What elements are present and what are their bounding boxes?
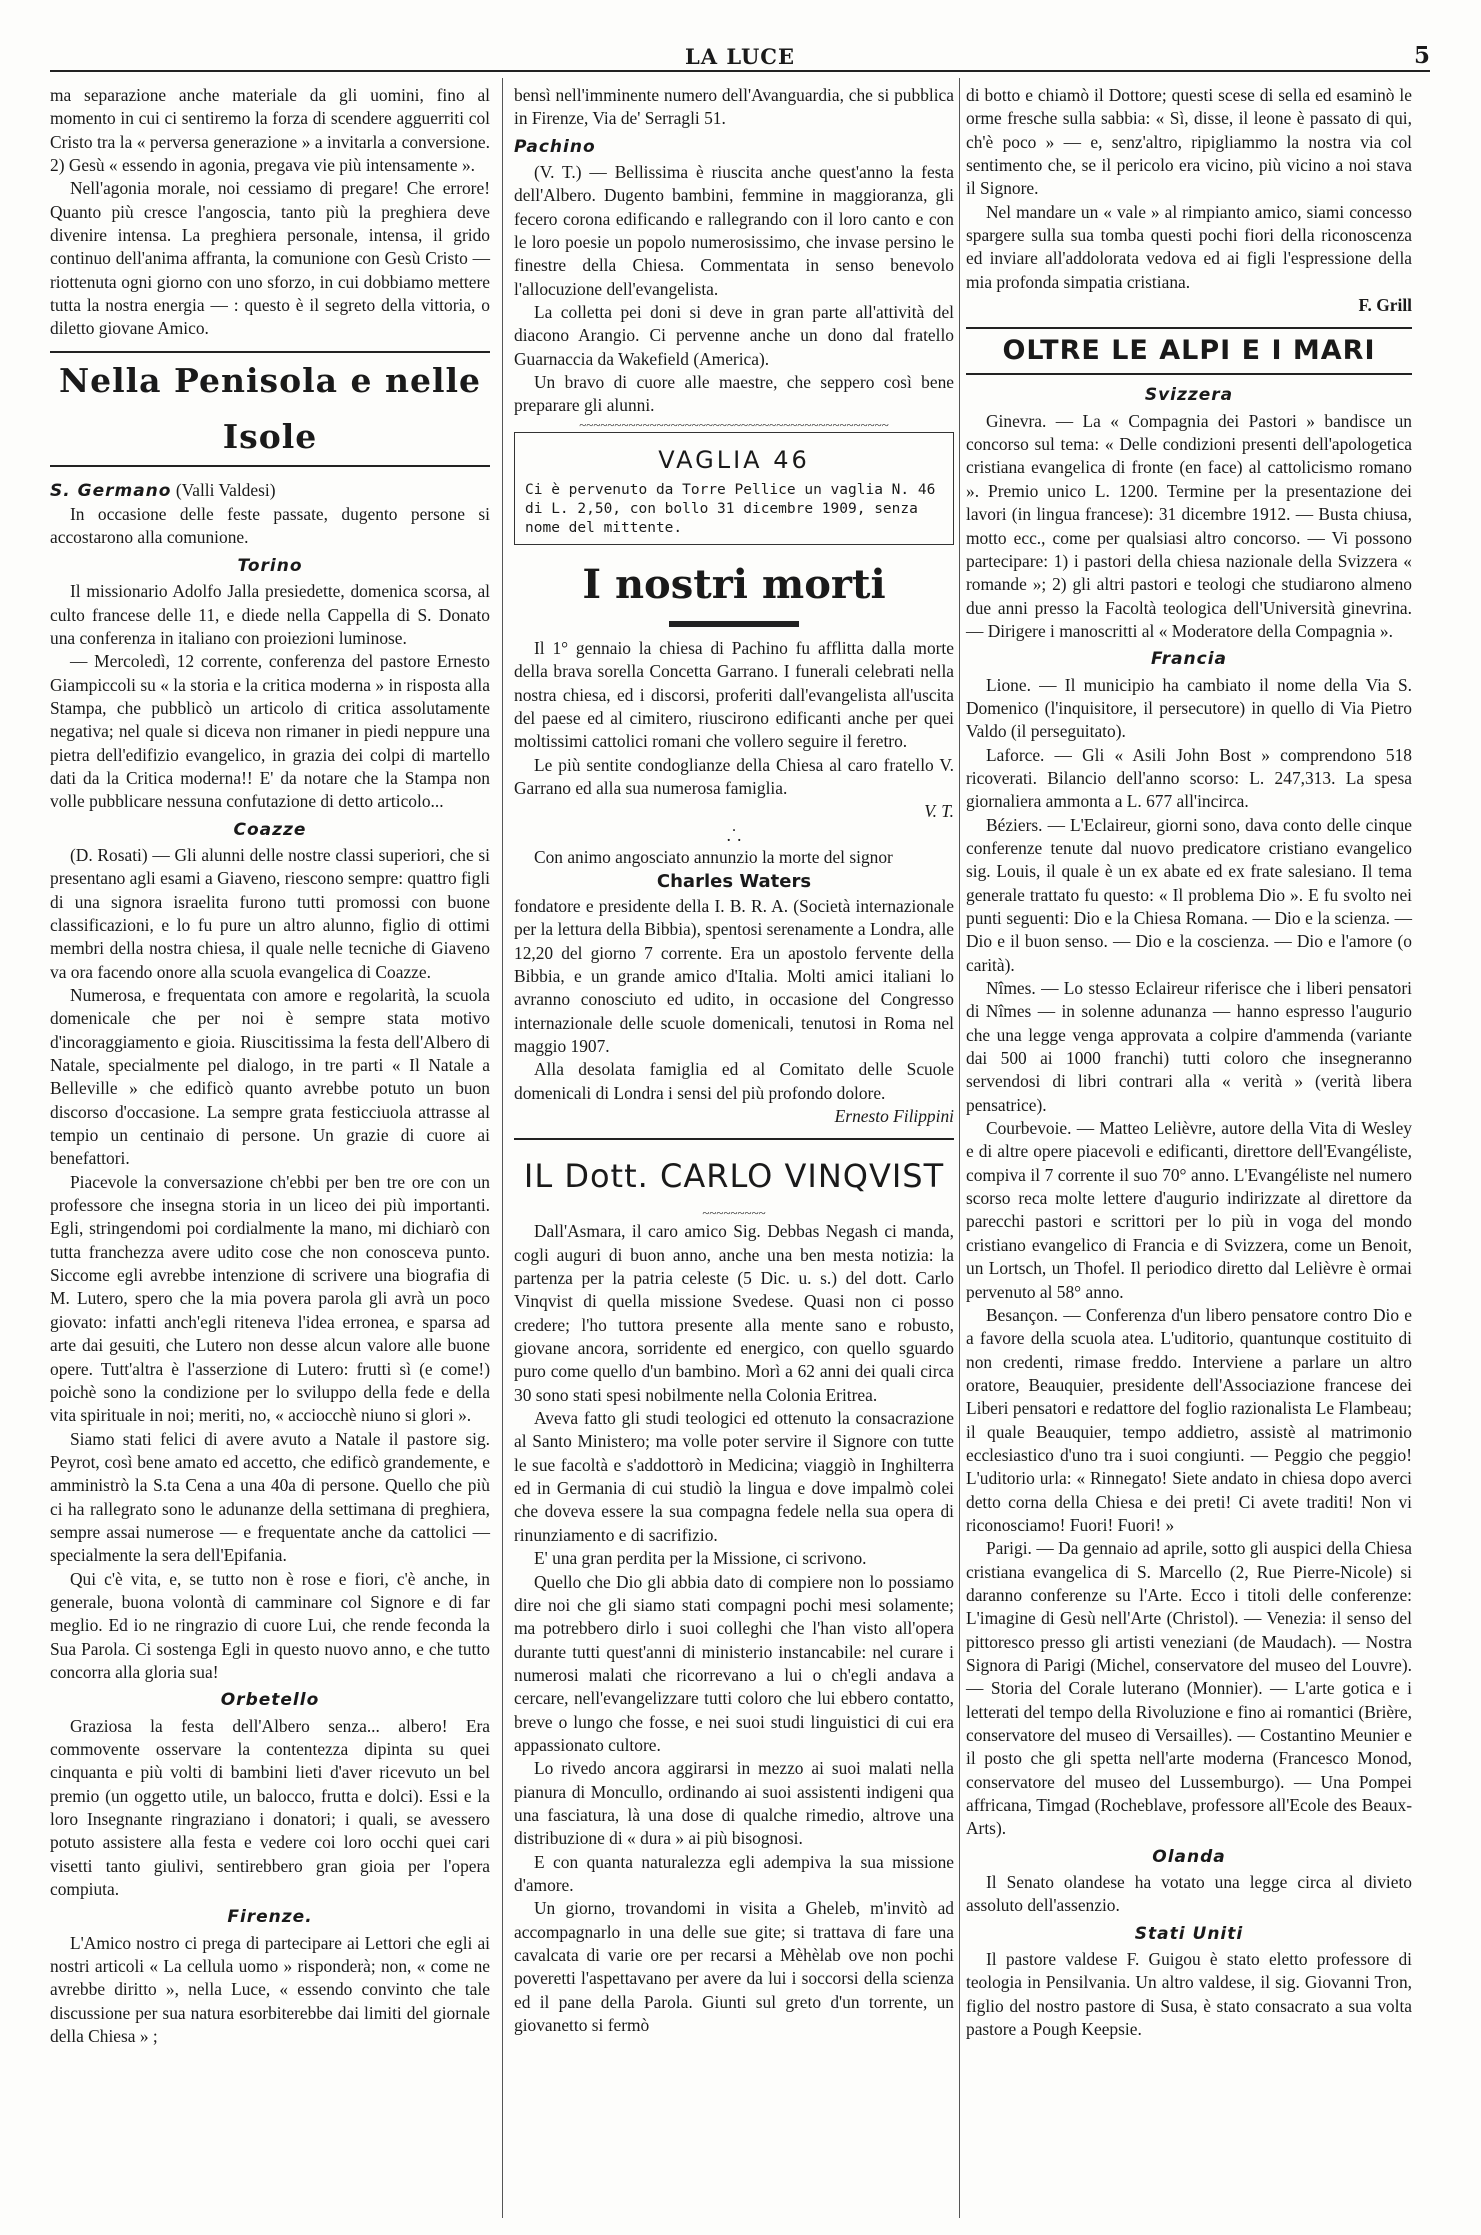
section-title-penisola: Nella Penisola e nelle Isole [50,351,490,467]
paragraph: La colletta pei doni si deve in gran parte all'attività del diacono Arangio. Ci pervenne anche un dono dal fratello Guarnaccia da Wakefield (America). [514,302,954,369]
wavy-divider: ~~~~~~~~~~~~~~~~~~~~~~~~~~~~~~~~~~~~~~~~~~~~ [579,416,889,432]
paragraph: Un giorno, trovandomi in visita a Gheleb, m'invitò ad accompagnarlo in una delle sue gite; si trattava di fare una cavalcata di varie ore per recarsi a Mèhèlab ove non pochi poveretti l'aspettavano per avere da lui i soccorsi della scienza ed il pane della Parola. Giunti sul greto d'un torrente, un giovanetto si fermò [514,1898,954,2036]
paragraph: Piacevole la conversazione ch'ebbi per ben tre ore con un professore che insegna storia in un liceo dei più importanti. Egli, stringendomi poi cordialmente la mano, mi dichiarò con tutta franchezza avere udito cose che non conosceva punto. Siccome egli avrebbe intenzione di scrivere una biografia di M. Lutero, spero che la mia povera parola gli avrà un poco giovato: infatti anch'egli riteneva l'idea erronea, e sparsa ad arte dai gesuiti, che Lutero non desse alcun valore alle buone opere. Tutt'altra è l'asserzione di Lutero: frutti sì (e come!) poichè sono la condizione per lo sviluppo della fede e della vita spirituale in noi; meriti, no, « acciocchè niuno si glori ». [50,1171,490,1426]
paragraph: L'Amico nostro ci prega di partecipare ai Lettori che egli ai nostri articoli « La cellula uomo » risponderà; non, « come ne avrebbe diritto », nella Luce, « essendo convinto che tale discussione per sua natura esorbiterebbe dai limiti del giornale della Chiesa » ; [50,1932,490,2047]
column-1 [50,84,490,2048]
section-title-morti: I nostri morti [582,560,886,608]
paragraph: Il pastore valdese F. Guigou è stato eletto professore di teologia in Pensilvania. Un altro valdese, il sig. Giovanni Tron, figlio del nostro pastore di Susa, è stato consacrato a sua volta pastore a Pough Keepsie. [966,1949,1412,2040]
paragraph: Dall'Asmara, il caro amico Sig. Debbas Negash ci manda, cogli auguri di buon anno, anche una ben mesta notizia: la partenza per la patria celeste (5 Dic. u. s.) del dott. Carlo Vinqvist di quella missione Svedese. Quasi non ci posso credere; l'ho tuttora presente alla mente sano e robusto, giovane ancora, sorridente ed energico, con quello sguardo puro come quello d'un bambino. Morì a 62 anni dei quali circa 30 sono stati spesi nobilmente nella Colonia Eritrea. [514,1221,954,1405]
paragraph: Nel mandare un « vale » al rimpianto amico, siami concesso spargere sulla sua tomba questi pochi fiori della riconoscenza ed inviare all'addolorata vedova ed ai figli l'espressione della mia profonda simpatia cristiana. [966,201,1412,292]
paragraph: Ginevra. — La « Compagnia dei Pastori » bandisce un concorso sul tema: « Delle condizioni presenti dell'apologetica cristiana evangelica di fronte (en face) al cattolicismo romano ». Premio unico L. 1200. Termine per la presentazione dei lavori (in lingua francese): 31 dicembre 1912. — Busta chiusa, motto ecc., come per qualsiasi altro concorso. — Vi possono partecipare: 1) i pastori della chiesa nazionale della Svizzera « romande »; 2) gli altri pastori e teologi che studiarono almeno due anni presso la Facoltà teologica dell'Università ginevrina. — Dirigere i manoscritti al « Moderatore della Compagnia ». [966,410,1412,641]
country-heading: Francia [1150,649,1228,670]
paragraph: Siamo stati felici di avere avuto a Natale il pastore sig. Peyrot, così bene amato ed accetto, che edificò grandemente, e amministrò la S.ta Cena a una 40a di persone. Quello che più ci ha rallegrato sono le adunanze della settimana di preghiera, sempre assai numerose — e frequentate anche da cattolici — specialmente la sera dell'Epifania. [50,1428,490,1566]
location-heading: Coazze [233,819,307,840]
paragraph: Laforce. — Gli « Asili John Bost » comprendono 518 ricoverati. Bilancio dell'anno scorso: L. 247,313. La spesa giornaliera ammonta a L. 677 all'incirca. [966,744,1412,812]
paragraph: Il 1° gennaio la chiesa di Pachino fu afflitta dalla morte della brava sorella Concetta Garrano. I funerali celebrati nella nostra chiesa, ed i discorsi, proferiti dall'evangelista all'uscita del paese ed al cimitero, riuscirono edificanti anche per quei moltissimi cattolici romani che vollero seguire il feretro. [514,637,954,752]
paragraph: Besançon. — Conferenza d'un libero pensatore contro Dio e a favore della scuola atea. L'uditorio, quantunque costituito di non credenti, rimase freddo. Interviene a parlare un altro oratore, Beauquier, presidente dell'Associazione francese dei Liberi pensatori e redattore del foglio razionalista Le Flambeau; il quale Beauquier, tempo addietro, assistè al matrimonio ecclesiastico d'uno tra i suoi congiunti. — Peggio che peggio! L'uditorio urla: « Rinnegato! Siete andato in chiesa dopo averci detto corna della Chiesa e dei preti! Ci avete traditi! Non vi riconosciamo! Fuori! Fuori! » [966,1304,1412,1535]
paragraph: E' una gran perdita per la Missione, ci scrivono. [534,1548,867,1569]
paragraph: Le più sentite condoglianze della Chiesa al caro fratello V. Garrano ed alla sua numerosa famiglia. [514,754,954,798]
column-2 [514,84,954,2037]
wavy-divider: ~~~~~~~~~ [702,1205,766,1221]
vaglia-title: VAGLIA 46 [658,445,810,474]
vaglia-box [514,432,954,545]
signature: F. Grill [1358,295,1412,316]
paragraph: fondatore e presidente della I. B. R. A. (Società internazionale per la lettura della Bibbia), spentosi serenamente a Londra, alle 12,20 del giorno 7 corrente. Era un apostolo fervente della Bibbia, e un grande amico d'Italia. Molti amici italiani lo avranno conosciuto ed udito, in occasione del Congresso internazionale delle scuole domenicali, tenutosi in Roma nel maggio 1907. [514,895,954,1056]
newspaper-title: LA LUCE [684,44,796,69]
paragraph: Qui c'è vita, e, se tutto non è rose e fiori, c'è anche, in generale, buona volontà di camminare col Signore e di far meglio. Ed io ne ringrazio di cuore Lui, che rende feconda la Sua Parola. Ci sostenga Egli in questo nuovo anno, e che tutto concorra alla gloria sua! [50,1568,490,1682]
paragraph: — Mercoledì, 12 corrente, conferenza del pastore Ernesto Giampiccoli su « la storia e la critica moderna » in risposta alla Stampa, che pubblicò un articolo di critica assolutamente negativa; nel quale si diceva non rimaner in piedi neppure una pietra dell'edifizio evangelico, in grazia dei colpi di martello dati da la Critica moderna!! E' da notare che la Stampa non volle pubblicare nessuna confutazione di detto articolo... [50,651,490,812]
column-divider [502,78,503,2218]
paragraph: Con animo angosciato annunzio la morte del signor [534,846,893,867]
paragraph: (D. Rosati) — Gli alunni delle nostre classi superiori, che si presentano agli esami a Giaveno, riescono sempre: quattro figli di una signora israelita furono tutti promossi con buone classificazioni, e lo fu pure un altro alunno, figlio di ottimi membri della nostra chiesa, il quale nelle tecniche di Giaveno va ora facendo onore alla scuola evangelica di Coazze. [50,844,490,982]
section-title-carlo: IL Dott. CARLO VINQVIST [523,1157,945,1196]
paragraph: Nîmes. — Lo stesso Eclaireur riferisce che i liberi pensatori di Nîmes — in solenne adunanza — hanno espresso l'augurio che una legge venga approvata a colpire d'ammenda (variante dai 500 ai 1000 franchi) tutti coloro che insegneranno servendosi di libri contrari alla « verità » (verità libera pensatrice). [966,978,1412,1115]
section-rule [514,1138,954,1140]
paragraph: Quello che Dio gli abbia dato di compiere non lo possiamo dire noi che gli siamo stati compagni pochi mesi solamente; ma potrebbero dirlo i suoi colleghi che l'han visto all'opera durante tutti quest'anni di ministerio instancabile: nel curare i numerosi malati che ricorrevano a lui o ch'egli andava a cercare, nell'evangelizzare tutti coloro che lui ebbero contatto, breve o lungo che fosse, e nei suoi studi linguistici di cui era appassionato cultore. [514,1571,954,1755]
paragraph: (V. T.) — Bellissima è riuscita anche quest'anno la festa dell'Albero. Dugento bambini, femmine in maggioranza, gli fecero corona edificando e rallegrando con il loro canto e con le loro poesie un popolo numerosissimo, che invase persino le finestre della Chiesa. Commentata in senso benevolo l'allocuzione dell'evangelista. [514,162,954,299]
column-3 [966,84,1412,2042]
obituary-name: Charles Waters [656,870,812,892]
paragraph: Nell'agonia morale, noi cessiamo di pregare! Che errore! Quanto più cresce l'angoscia, tanto più la preghiera deve divenire intensa. La preghiera personale, intensa, il grido continuo dell'anima affranta, la comunione con Gesù Cristo — riottenuta ogni giorno con uno sforzo, in cui dobbiamo mettere tutta la nostra energia — : questo è il segreto della vittoria, o diletto giovane Amico. [50,178,490,339]
section-title-oltre: OLTRE LE ALPI E I MARI [966,327,1412,375]
location-heading: Pachino [514,136,596,157]
country-heading: Olanda [1152,1846,1226,1867]
paragraph: Il Senato olandese ha votato una legge circa al divieto assoluto dell'assenzio. [966,1872,1412,1916]
paragraph: di botto e chiamò il Dottore; questi scese di sella ed esaminò le orme fresche sulla sabbia: « Sì, disse, il leone è passato di qui, ch'è poco » — e, senz'altro, ripigliammo la nostra via col sentimento che, se il pericolo era vicino, più vicino a noi stava il Signore. [966,85,1412,199]
paragraph: Il missionario Adolfo Jalla presiedette, domenica scorsa, al culto francese delle 11, e diede nella Cappella di S. Donato una conferenza in italiano con proiezioni luminose. [50,581,490,648]
paragraph: Aveva fatto gli studi teologici ed ottenuto la consacrazione al Santo Ministero; ma volle poter servire il Signore con tutte le sue facoltà e s'addottorò in Medicina; viaggiò in Inghilterra ed in Germania di cui studiò la lingua e dove impalmò colei che doveva essere la sua compagna fedele nella sua opera di rinunziamento e di sacrifizio. [514,1408,954,1545]
paragraph: ma separazione anche materiale da gli uomini, fino al momento in cui ci sentiremo la forza di scendere agguerriti col Cristo tra la « perversa generazione » a invitarla a conversione. 2) Gesù « essendo in agonia, pregava vie più intensamente ». [50,85,490,176]
signature: Ernesto Filippini [834,1106,954,1126]
paragraph: Lione. — Il municipio ha cambiato il nome della Via S. Domenico (l'inquisitore, il persecutore) in quello di Via Pietro Valdo (il perseguitato). [966,674,1412,742]
location-heading: S. Germano [50,480,172,501]
location-heading: Torino [237,555,303,576]
paragraph: In occasione delle feste passate, dugento persone si accostarono alla comunione. [50,504,490,548]
page-number: 5 [1413,42,1430,69]
location-heading: Firenze. [227,1907,313,1928]
vaglia-text: Ci è pervenuto da Torre Pellice un vaglia N. 46 di L. 2,50, con bollo 31 dicembre 1909, senza nome del mittente. [525,481,936,536]
page-header [50,40,1430,72]
country-heading: Svizzera [1144,385,1234,406]
location-note: (Valli Valdesi) [175,479,276,500]
paragraph: E con quanta naturalezza egli adempiva la sua missione d'amore. [514,1851,954,1895]
signature: V. T. [924,801,954,822]
paragraph: Graziosa la festa dell'Albero senza... albero! Era commovente osservare la contentezza dipinta su quei cinquanta e più volti di bambini lieti d'aver ricevuto un bel premio (un oggetto utile, un balocco, frutta e dolci). Essi e la loro Insegnante ringraziano i donatori; i quali, se avessero potuto assistere alla festa e vedere coi loro occhi quei cari visetti tanto giulivi, sentirebbero gran gioia per l'opera compiuta. [50,1715,490,1900]
asterism-divider: .˙. [726,824,742,845]
paragraph: Alla desolata famiglia ed al Comitato delle Scuole domenicali di Londra i sensi del più profondo dolore. [514,1059,954,1103]
paragraph: Béziers. — L'Eclaireur, giorni sono, dava conto delle cinque conferenze tenute dal nuovo predicatore cristiano evangelico sig. Louis, il quale è un ex abate ed ex frate salesiano. Il tema generale trattato fu questo: « Il problema Dio ». E fu svolto nei punti seguenti: Dio e la Chiesa Romana. — Dio e la scienza. — Dio e il buon senso. — Dio e la coscienza. — Dio e l'amore (o carità). [966,814,1412,975]
paragraph: Un bravo di cuore alle maestre, che seppero così bene preparare gli alunni. [514,372,954,416]
paragraph: bensì nell'imminente numero dell'Avanguardia, che si pubblica in Firenze, Via de' Serragli 51. [514,85,954,129]
paragraph: Courbevoie. — Matteo Lelièvre, autore della Vita di Wesley e di altre opere piacevoli e edificanti, direttore dell'Evangéliste, compiva il 7 corrente il suo 70° anno. L'Evangéliste nel numero scorso reca molte lettere d'augurio indirizzate al direttore da parecchi pastori e scrittori per lo più in voga del mondo cristiano evangelico di Francia e di Svizzera, come un Benoit, un Lortsch, un Thofel. Il periodico diretto dal Lelièvre è ormai pervenuto al 58° anno. [966,1118,1412,1302]
location-heading: Orbetello [220,1690,320,1711]
paragraph: Numerosa, e frequentata con amore e regolarità, la scuola domenicale che per noi è sempre stata motivo d'incoraggiamento e gioia. Riuscitissima la festa dell'Albero di Natale, specialmente pel dialogo, in tre parti « Il Natale a Belleville » che edificò quanto avrebbe potuto un buon discorso d'occasione. La sempre grata festicciuola attrasse al tempio un centinaio di persone. Un grazie di cuore ai benefattori. [50,985,490,1169]
paragraph: Parigi. — Da gennaio ad aprile, sotto gli auspici della Chiesa cristiana evangelica di S. Marcello (2, Rue Pierre-Nicole) si daranno conferenze su l'Arte. Ecco i titoli delle conferenze: L'imagine di Gesù nell'Arte (Christol). — Venezia: il senso del pittoresco presso gli artisti veneziani (de Maudach). — Nostra Signora di Parigi (Michel, conservatore del museo del Louvre). — Storia del Corale luterano (Monnier). — L'arte gotica e i letterati del tempo della Rivoluzione e fino ai romantici (Brière, conservatore del museo di Versailles). — Costantino Meunier e il posto che gli spetta nell'arte moderna (Francesco Monod, conservatore del museo del Lussemburgo). — Una Pompei affricana, Timgad (Rocheblave, professore all'Ecole des Beaux-Arts). [966,1538,1412,1839]
column-divider [959,78,960,2218]
title-underline [669,621,799,627]
paragraph: Lo rivedo ancora aggirarsi in mezzo ai suoi malati nella pianura di Moncullo, ordinando ai suoi assistenti indigeni qua una fasciatura, là una dose di qualche rimedio, altrove una distribuzione di « dura » ai più bisognosi. [514,1758,954,1849]
country-heading: Stati Uniti [1134,1923,1244,1944]
